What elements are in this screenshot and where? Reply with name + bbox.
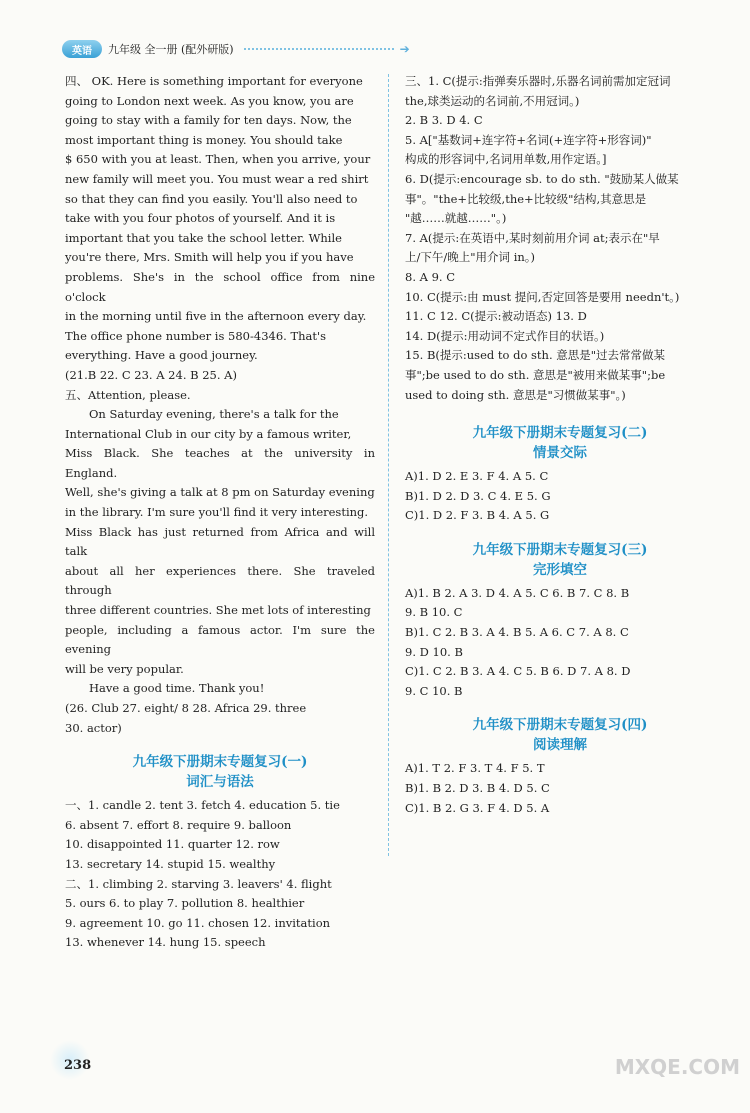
- text-line: problems. She's in the school office from nine o'clock: [65, 269, 375, 304]
- answer-line: B)1. B 2. D 3. B 4. D 5. C: [405, 781, 550, 796]
- text-line: 8. A 9. C: [405, 269, 456, 284]
- text-line: 2. B 3. D 4. C: [405, 113, 483, 128]
- answer-line: 10. disappointed 11. quarter 12. row: [65, 837, 280, 852]
- text-line: 事"。"the+比较级,the+比较级"结构,其意思是: [405, 191, 647, 206]
- text-line: The office phone number is 580-4346. That's: [65, 328, 327, 343]
- review-3-title: 九年级下册期末专题复习(三): [472, 541, 648, 558]
- header-dotted-line: [244, 48, 394, 50]
- text-line: you're there, Mrs. Smith will help you if you have: [65, 250, 354, 265]
- text-line: 事";be used to do sth. 意思是"被用来做某事";be: [405, 367, 666, 382]
- text-line: people, including a famous actor. I'm sure the evening: [65, 622, 375, 657]
- answer-line: A)1. T 2. F 3. T 4. F 5. T: [405, 761, 545, 776]
- answer-line: (26. Club 27. eight/ 8 28. Africa 29. three: [65, 701, 307, 715]
- answer-line: C)1. C 2. B 3. A 4. C 5. B 6. D 7. A 8. D: [405, 664, 631, 679]
- answer-line: 二、1. climbing 2. starving 3. leavers' 4. flight: [65, 876, 332, 891]
- text-line: in the library. I'm sure you'll find it very interesting.: [65, 505, 369, 520]
- review-3-subtitle: 完形填空: [533, 561, 587, 578]
- text-line: important that you take the school letter. While: [65, 230, 342, 245]
- section-label: 四、: [65, 74, 88, 88]
- text-line: On Saturday evening, there's a talk for the: [89, 407, 339, 422]
- answer-line: B)1. C 2. B 3. A 4. B 5. A 6. C 7. A 8. C: [405, 625, 629, 640]
- answer-line: 30. actor): [65, 720, 122, 735]
- answer-line: A)1. B 2. A 3. D 4. A 5. C 6. B 7. C 8. B: [405, 585, 630, 600]
- text-line: 15. B(提示:used to do sth. 意思是"过去常常做某: [405, 348, 666, 363]
- text-line: used to doing sth. 意思是"习惯做某事"。): [405, 387, 626, 402]
- text-line: the,球类运动的名词前,不用冠词。): [405, 93, 580, 108]
- text-line: in the morning until five in the afternoon every day.: [65, 309, 367, 324]
- text-line: 10. C(提示:由 must 提问,否定回答是要用 needn't。): [405, 289, 680, 304]
- text-line: 构成的形容词中,名词用单数,用作定语。]: [405, 152, 607, 167]
- answer-line: B)1. D 2. D 3. C 4. E 5. G: [405, 488, 551, 503]
- page-header: [62, 38, 410, 60]
- review-4-title: 九年级下册期末专题复习(四): [472, 717, 648, 734]
- answer-line: 6. absent 7. effort 8. require 9. balloon: [65, 817, 292, 832]
- arrow-icon: ➔: [399, 42, 410, 56]
- text-line: new family will meet you. You must wear a red shirt: [65, 171, 369, 186]
- text-line: $ 650 with you at least. Then, when you arrive, your: [65, 152, 371, 167]
- answer-line: 9. D 10. B: [405, 644, 463, 659]
- answer-line: A)1. D 2. E 3. F 4. A 5. C: [405, 469, 549, 484]
- answer-line: C)1. D 2. F 3. B 4. A 5. G: [405, 508, 550, 523]
- left-column: [65, 72, 375, 953]
- answer-line: 9. B 10. C: [405, 605, 463, 620]
- column-divider: [388, 74, 389, 856]
- section-label: 五、: [65, 387, 88, 402]
- text-line: 6. D(提示:encourage sb. to do sth. "鼓励某人做某: [405, 171, 679, 186]
- text-line: 11. C 12. C(提示:被动语态) 13. D: [405, 309, 587, 324]
- text-line: 14. D(提示:用动词不定式作目的状语。): [405, 328, 605, 343]
- answer-line: C)1. B 2. G 3. F 4. D 5. A: [405, 800, 550, 815]
- text-line: three different countries. She met lots of interesting: [65, 603, 371, 618]
- answer-line: 13. secretary 14. stupid 15. wealthy: [65, 856, 276, 871]
- text-line: so that they can find you easily. You'll also need to: [65, 191, 358, 206]
- text-line: 上/下午/晚上"用介词 in。): [405, 250, 536, 265]
- answer-line: 9. C 10. B: [405, 683, 463, 698]
- text-line: about all her experiences there. She traveled through: [65, 563, 375, 598]
- text-line: going to London next week. As you know, you are: [65, 93, 354, 108]
- right-column: [405, 72, 715, 818]
- text-line: most important thing is money. You should take: [65, 132, 343, 147]
- answer-line: 5. ours 6. to play 7. pollution 8. healthier: [65, 896, 305, 911]
- text-line: going to stay with a family for ten days. Now, the: [65, 113, 352, 128]
- text-line: will be very popular.: [65, 661, 184, 676]
- text-line: 5. A["基数词+连字符+名词(+连字符+形容词)": [405, 132, 652, 147]
- text-line: Miss Black. She teaches at the university in England.: [65, 446, 375, 480]
- watermark: MXQE.COM: [614, 1055, 740, 1079]
- text-line: 三、1. C(提示:指弹奏乐器时,乐器名词前需加定冠词: [405, 74, 671, 88]
- answer-line: 一、1. candle 2. tent 3. fetch 4. education 5. tie: [65, 798, 340, 813]
- page-number: 238: [64, 1058, 92, 1073]
- review-1-title: 九年级下册期末专题复习(一): [132, 754, 308, 771]
- text-line: Well, she's giving a talk at 8 pm on Saturday evening: [65, 485, 375, 500]
- text-line: everything. Have a good journey.: [65, 348, 258, 363]
- text-line: Miss Black has just returned from Africa and will talk: [65, 524, 375, 559]
- text-line: OK. Here is something important for everyone: [91, 74, 363, 88]
- text-line: "越……就越……"。): [405, 211, 507, 226]
- text-line: Attention, please.: [88, 387, 191, 402]
- review-4-subtitle: 阅读理解: [533, 737, 587, 754]
- answer-line: 9. agreement 10. go 11. chosen 12. invitation: [65, 915, 331, 930]
- answer-line: (21.B 22. C 23. A 24. B 25. A): [65, 367, 237, 382]
- review-1-subtitle: 词汇与语法: [186, 774, 254, 791]
- answer-line: 13. whenever 14. hung 15. speech: [65, 935, 266, 950]
- review-2-title: 九年级下册期末专题复习(二): [472, 425, 648, 442]
- section-4: [65, 72, 375, 386]
- section-5: [65, 386, 375, 739]
- text-line: Have a good time. Thank you!: [89, 681, 265, 696]
- subject-logo: 英语: [62, 40, 102, 58]
- text-line: International Club in our city by a famous writer,: [65, 426, 352, 441]
- book-title: 九年级 全一册 (配外研版): [108, 43, 234, 56]
- text-line: 7. A(提示:在英语中,某时刻前用介词 at;表示在"早: [405, 230, 660, 245]
- text-line: take with you four photos of yourself. And it is: [65, 211, 336, 226]
- review-2-subtitle: 情景交际: [533, 445, 587, 462]
